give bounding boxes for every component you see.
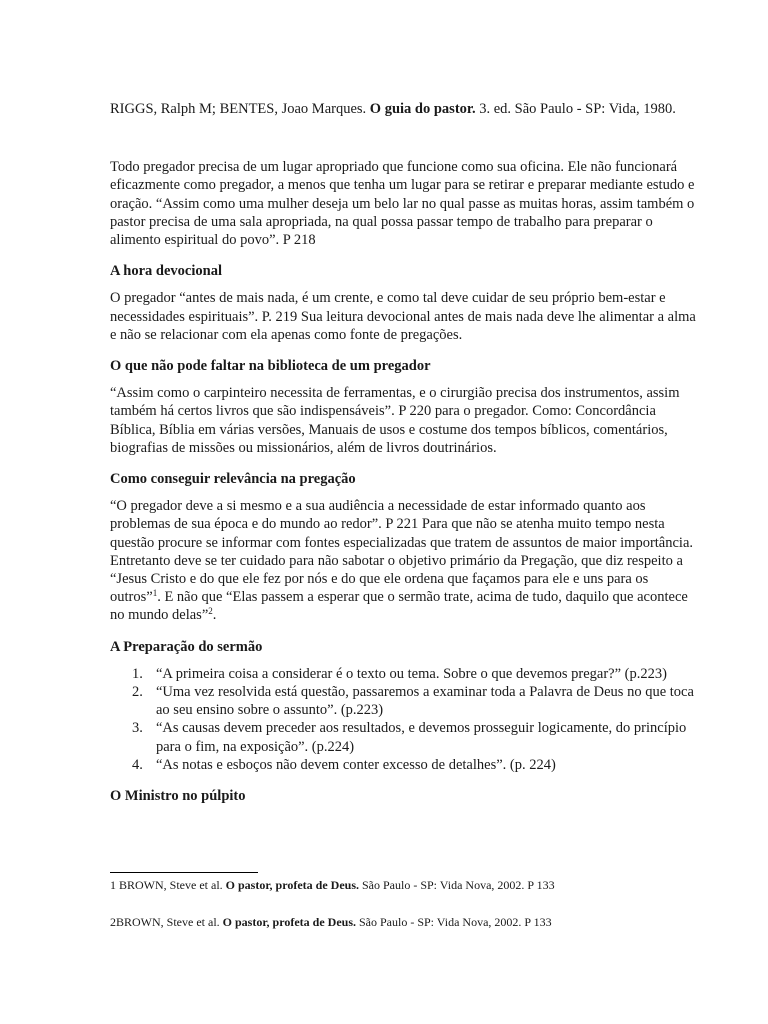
list-item-text: “As causas devem preceder aos resultados, e devemos prosseguir logicamente, do princípio para o fim, na exposição”. (p.224) xyxy=(156,720,687,755)
list-item-text: “As notas e esboços não devem conter excesso de detalhes”. (p. 224) xyxy=(156,756,556,773)
heading-relevancia: Como conseguir relevância na pregação xyxy=(110,471,356,488)
bibliographic-reference xyxy=(110,100,700,118)
footnote-prefix: 1 BROWN, Steve et al. xyxy=(110,878,226,892)
list-item-number: 4. xyxy=(132,756,143,773)
footnote-prefix: 2BROWN, Steve et al. xyxy=(110,915,223,929)
paragraph-biblioteca: “Assim como o carpinteiro necessita de ferramentas, e o cirurgião precisa dos instrumentos, assim também há certos livros que são indispensáveis”. P 220 para o pregador. Como: Concordância Bíblica, Bíblia em várias versões, Manuais de usos e costume dos tempos bíblicos, comentários, biografias de missões ou missionários, além de livros doutrinários. xyxy=(110,385,680,456)
footnote-marker-2[interactable]: 2 xyxy=(208,606,213,617)
relevancia-text-b: . E não que “Elas passem a esperar que o sermão trate, acima de tudo, daquilo que acontece no mundo delas” xyxy=(110,589,688,624)
list-item xyxy=(110,665,700,683)
heading-ministro: O Ministro no púlpito xyxy=(110,788,246,805)
footnote-rest: São Paulo - SP: Vida Nova, 2002. P 133 xyxy=(359,878,555,892)
list-item-text: “A primeira coisa a considerar é o texto ou tema. Sobre o que devemos pregar?” (p.223) xyxy=(156,665,667,682)
list-item xyxy=(110,683,700,719)
footnote-title: O pastor, profeta de Deus. xyxy=(225,878,359,892)
document-body xyxy=(110,100,700,814)
footnote-separator xyxy=(110,872,258,873)
footnote-marker-1[interactable]: 1 xyxy=(152,588,158,599)
reference-rest: 3. ed. São Paulo - SP: Vida, 1980. xyxy=(475,101,676,117)
list-item xyxy=(110,719,700,755)
paragraph-relevancia xyxy=(110,497,700,624)
heading-biblioteca: O que não pode faltar na biblioteca de um pregador xyxy=(110,358,431,375)
reference-title: O guia do pastor. xyxy=(369,101,476,117)
footnote-2 xyxy=(110,915,552,929)
relevancia-text-a: “O pregador deve a si mesmo e a sua audiência a necessidade de estar informado quanto aos problemas de sua época e do mundo ao redor”. P 221 Para que não se atenha muito tempo nesta questão procure se informar com fontes especializadas que tratem de assuntos de maior importância. Entretanto deve se ter cuidado para não sabotar o objetivo primário da Pregação, que diz respeito a “Jesus Cristo e do que ele fez por nós e do que ele ordena que façamos para ele e uns para os outros” xyxy=(110,498,694,606)
spacer xyxy=(110,118,700,158)
intro-paragraph: Todo pregador precisa de um lugar apropriado que funcione como sua oficina. Ele não funcionará eficazmente como pregador, a menos que tenha um lugar para se retirar e preparar mediante estudo e oração. “Assim como uma mulher deseja um belo lar no qual passe as muitas horas, assim também o pastor precisa de uma sala apropriada, na qual possa passar tempo de trabalho para preparar o alimento espiritual do povo”. P 218 xyxy=(110,159,695,249)
list-item-number: 2. xyxy=(132,684,143,701)
heading-devocional: A hora devocional xyxy=(110,263,222,280)
paragraph-devocional: O pregador “antes de mais nada, é um crente, e como tal deve cuidar de seu próprio bem-estar e necessidades espirituais”. P. 219 Sua leitura devocional antes de mais nada deve lhe alimentar a alma e não se relacionar com ela apenas como fonte de pregações. xyxy=(110,290,696,343)
list-item-number: 3. xyxy=(132,720,143,737)
heading-preparacao: A Preparação do sermão xyxy=(110,638,263,655)
reference-authors: RIGGS, Ralph M; BENTES, Joao Marques. xyxy=(110,101,370,117)
relevancia-text-c: . xyxy=(212,607,217,624)
list-item-number: 1. xyxy=(132,665,143,682)
footnote-1 xyxy=(110,878,555,892)
footnote-rest: São Paulo - SP: Vida Nova, 2002. P 133 xyxy=(356,915,552,929)
list-item xyxy=(110,756,700,774)
preparation-list xyxy=(110,665,700,774)
footnote-title: O pastor, profeta de Deus. xyxy=(222,915,356,929)
list-item-text: “Uma vez resolvida está questão, passaremos a examinar toda a Palavra de Deus no que toca ao seu ensino sobre o assunto”. (p.223) xyxy=(156,684,694,719)
